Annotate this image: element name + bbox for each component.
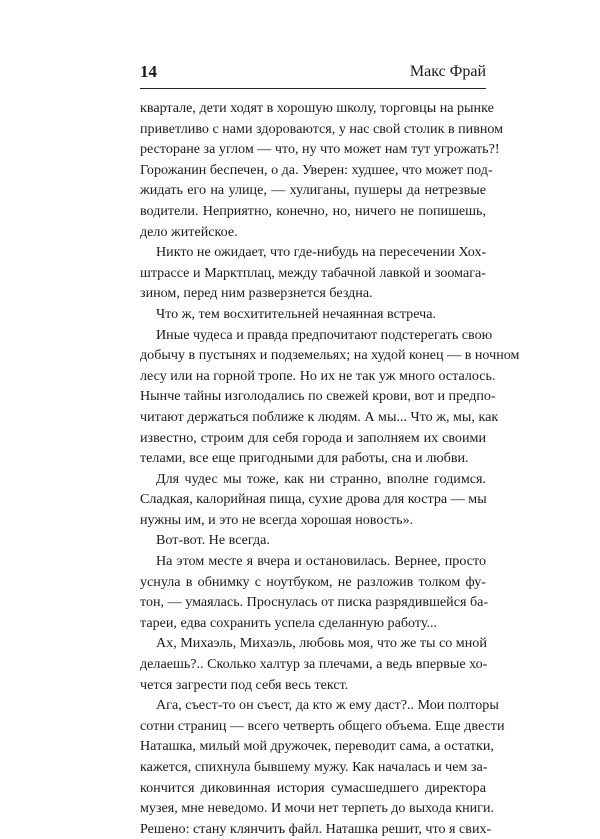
text-line: добычу в пустынях и подземельях; на худой конец — в ночном (140, 347, 520, 364)
running-title: Макс Фрай (409, 63, 486, 80)
text-line: кончится диковинная история сумасшедшего директора (140, 779, 486, 796)
text-line: Иные чудеса и правда предпочитают подстерегать свою (156, 326, 493, 343)
text-line: читают держаться поближе к людям. А мы... Что ж, мы, как (140, 408, 499, 425)
text-line: известно, строим для себя города и заполняем их своими (140, 429, 486, 446)
text-line: делаешь?.. Сколько халтур за плечами, а ведь впервые хо- (140, 656, 488, 673)
text-line: уснула в обнимку с ноутбуком, не разложив толком фу- (140, 573, 486, 590)
text-line: штрассе и Марктплац, между табачной лавкой и зоомага- (140, 264, 486, 281)
text-line: тареи, едва сохранить успела сделанную работу... (140, 614, 438, 631)
text-line: водители. Неприятно, конечно, но, ничего не попишешь, (140, 202, 486, 219)
text-line: Сладкая, калорийная пища, сухие дрова для костра — мы (140, 491, 487, 508)
text-line: На этом месте я вчера и остановилась. Вернее, просто (156, 553, 486, 570)
text-line: приветливо с нами здороваются, у нас свой столик в пивном (140, 120, 504, 137)
text-line: квартале, дети ходят в хорошую школу, торговцы на рынке (140, 100, 494, 116)
text-line: нужны им, и это не всегда хорошая новость». (140, 511, 414, 528)
page-number: 14 (140, 62, 157, 81)
text-line: ресторане за углом — что, ну что может нам тут угрожать?! (140, 141, 500, 158)
text-line: кажется, спихнула бывшему мужу. Как началась и чем за- (140, 759, 488, 775)
text-line: Нынче тайны изголодались по свежей крови, вот и предпо- (140, 388, 496, 405)
text-line: жидать его на улице, — хулиганы, пушеры да нетрезвые (140, 182, 486, 199)
text-line: зином, перед ним разверзнется бездна. (140, 285, 373, 302)
text-line: тон, — умаялась. Проснулась от писка разрядившейся ба- (140, 594, 489, 611)
text-line: чется загрести под себя весь текст. (140, 676, 349, 693)
text-line: Ах, Михаэль, Михаэль, любовь моя, что же ты со мной (156, 635, 487, 652)
page-header (140, 62, 486, 89)
body-text (140, 98, 520, 839)
text-line: Горожанин беспечен, о да. Уверен: худшее, что может под- (140, 161, 493, 178)
text-line: музея, мне неведомо. И мочи нет терпеть до выхода книги. (140, 800, 495, 817)
text-line: Решено: стану клянчить файл. Наташка решит, что я свих- (140, 820, 492, 837)
text-line: Для чудес мы тоже, как ни странно, вполне годимся. (156, 470, 486, 487)
text-line: Ага, съест-то он съест, да кто ж ему даст?.. Мои полторы (156, 697, 499, 714)
text-line: сотни страниц — всего четверть общего объема. Еще двести (140, 717, 505, 734)
text-line: Вот-вот. Не всегда. (156, 532, 270, 549)
text-line: лесу или на горной тропе. Но их не так уж много осталось. (140, 367, 496, 384)
text-line: Что ж, тем восхитительней нечаянная встреча. (156, 305, 436, 322)
text-line: Наташка, милый мой дружочек, переводит сама, а остатки, (140, 738, 494, 755)
text-line: Никто не ожидает, что где-нибудь на пересечении Хох- (156, 244, 487, 261)
text-line: дело житейское. (140, 223, 238, 240)
text-line: телами, все еще пригодными для работы, сна и любви. (140, 450, 469, 467)
